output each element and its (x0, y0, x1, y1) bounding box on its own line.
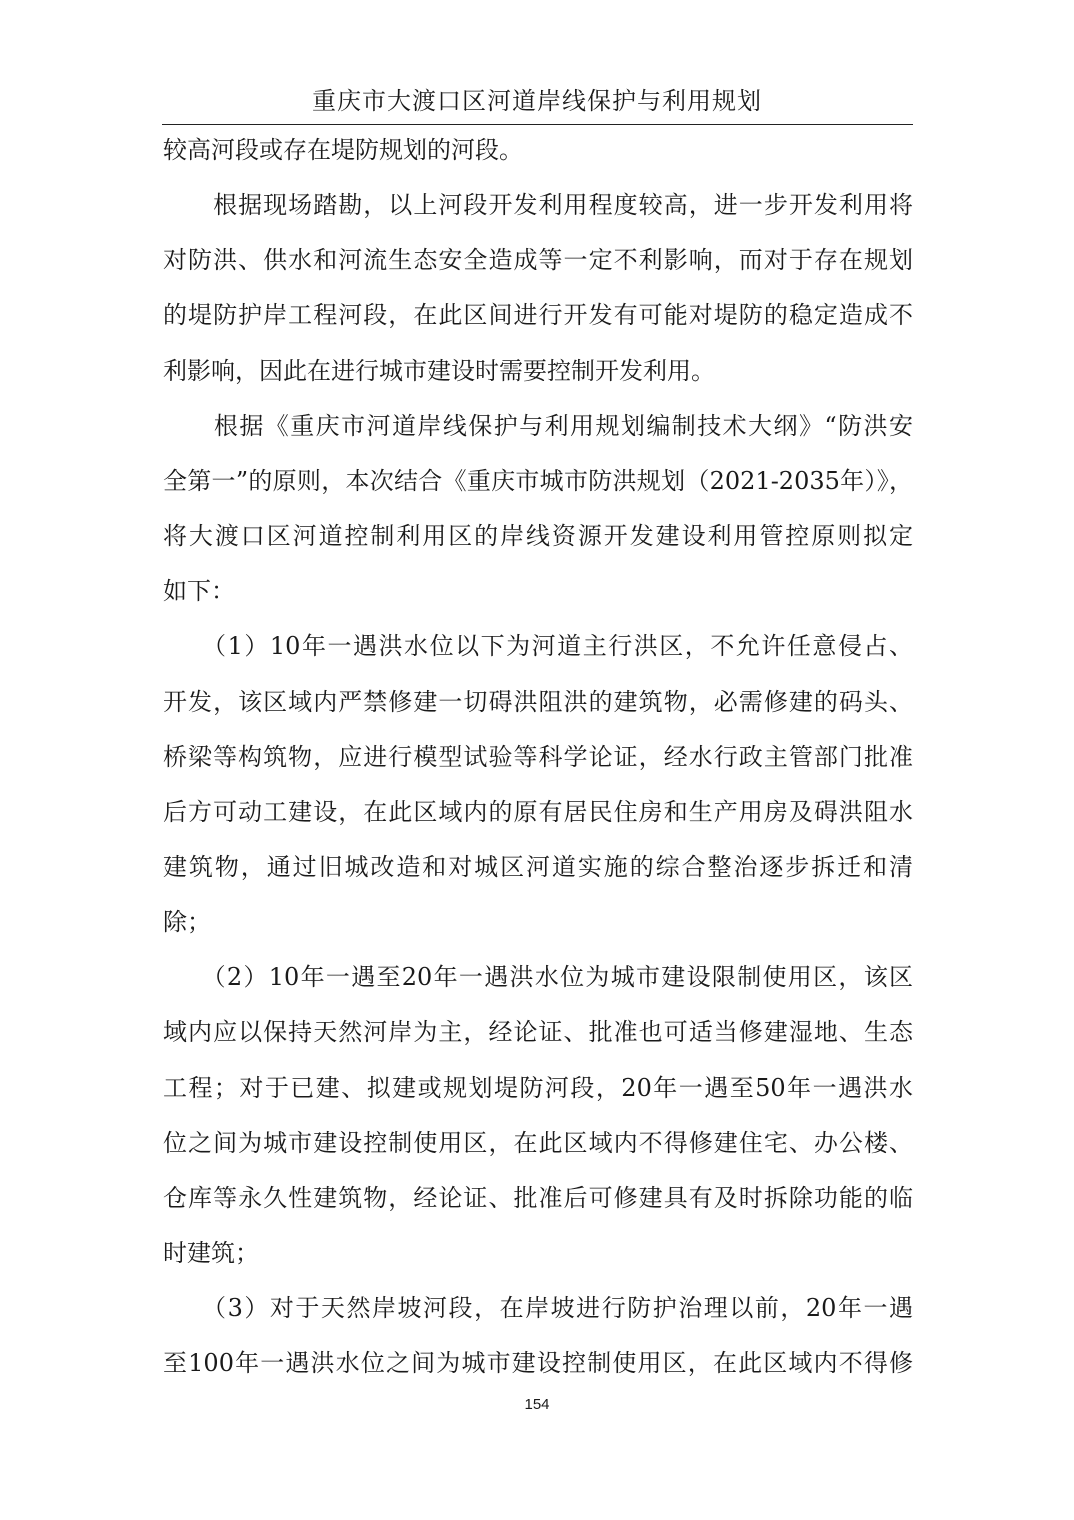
text-line: （3）对于天然岸坡河段，在岸坡进行防护治理以前，20年一遇 (163, 1294, 913, 1323)
text-line: 仓库等永久性建筑物，经论证、批准后可修建具有及时拆除功能的临 (163, 1183, 913, 1212)
text-line: 桥梁等构筑物，应进行模型试验等科学论证，经水行政主管部门批准 (163, 742, 913, 771)
text-line: 较高河段或存在堤防规划的河段。 (163, 136, 523, 164)
text-line: 的堤防护岸工程河段，在此区间进行开发有可能对堤防的稳定造成不 (163, 301, 913, 330)
text-line: 除； (163, 908, 211, 937)
text-line: 开发，该区域内严禁修建一切碍洪阻洪的建筑物，必需修建的码头、 (163, 687, 913, 716)
text-line: 全第一”的原则，本次结合《重庆市城市防洪规划（2021-2035年）》， (163, 466, 913, 495)
text-line: 利影响，因此在进行城市建设时需要控制开发利用。 (163, 356, 715, 385)
text-line: 将大渡口区河道控制利用区的岸线资源开发建设利用管控原则拟定 (163, 522, 913, 550)
text-line: 至100年一遇洪水位之间为城市建设控制使用区，在此区域内不得修 (163, 1349, 913, 1378)
text-line: 位之间为城市建设控制使用区，在此区域内不得修建住宅、办公楼、 (163, 1128, 913, 1157)
text-line: 根据《重庆市河道岸线保护与利用规划编制技术大纲》“防洪安 (163, 411, 913, 440)
text-line: 对防洪、供水和河流生态安全造成等一定不利影响，而对于存在规划 (163, 246, 913, 275)
text-line: 建筑物，通过旧城改造和对城区河道实施的综合整治逐步拆迁和清 (163, 852, 913, 881)
text-line: （1）10年一遇洪水位以下为河道主行洪区，不允许任意侵占、 (163, 632, 913, 661)
text-line: 工程；对于已建、拟建或规划堤防河段，20年一遇至50年一遇洪水 (163, 1073, 913, 1102)
text-line: （2）10年一遇至20年一遇洪水位为城市建设限制使用区，该区 (163, 963, 913, 992)
running-header: 重庆市大渡口区河道岸线保护与利用规划 (312, 87, 762, 115)
text-line: 时建筑； (163, 1239, 259, 1267)
text-line: 域内应以保持天然河岸为主，经论证、批准也可适当修建湿地、生态 (163, 1018, 913, 1047)
header-divider (162, 124, 913, 125)
text-line: 后方可动工建设，在此区域内的原有居民住房和生产用房及碍洪阻水 (163, 797, 913, 826)
text-line: 如下： (163, 577, 235, 606)
text-line: 根据现场踏勘，以上河段开发利用程度较高，进一步开发利用将 (163, 191, 913, 220)
page-number: 154 (524, 1396, 550, 1413)
